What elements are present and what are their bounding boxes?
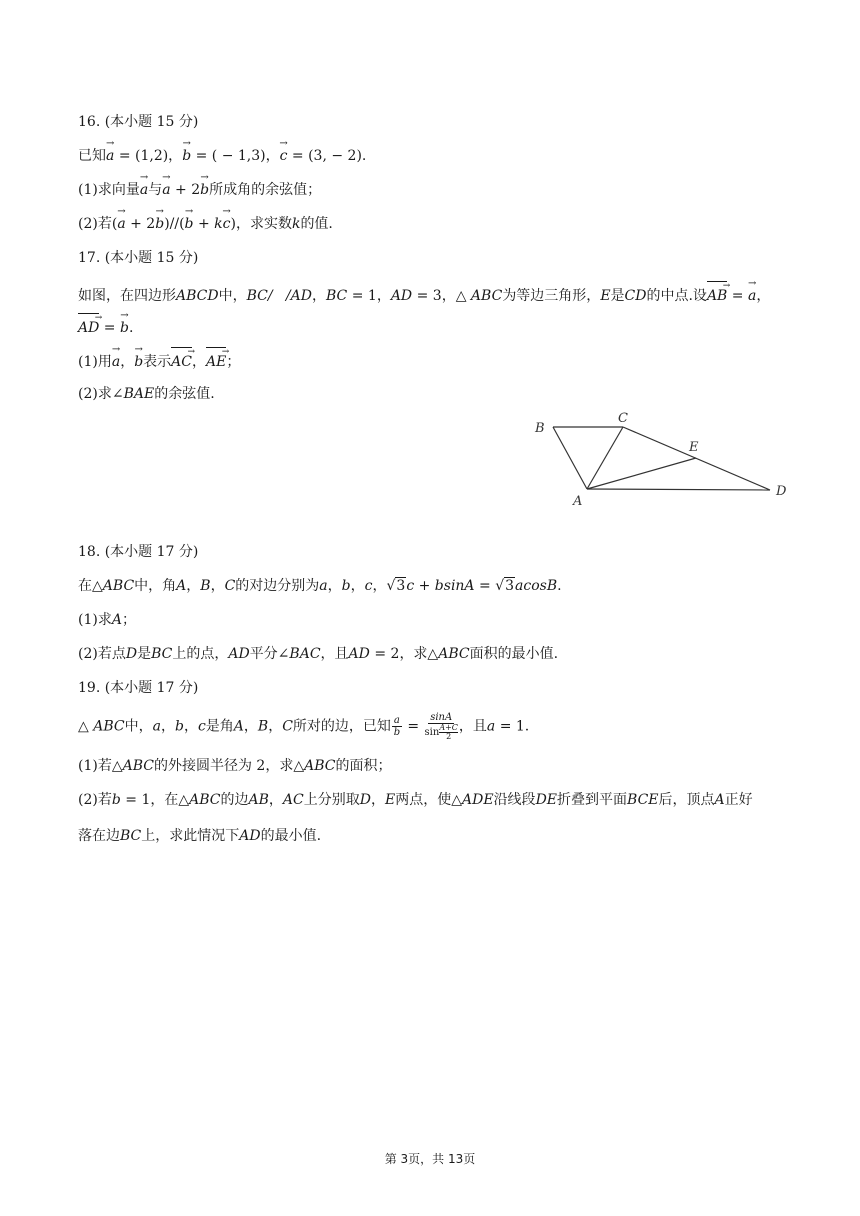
q18-header: 18. (本小题 17 分) [78, 544, 199, 560]
q16-part1: (1)求向量→ a与→ a + 2→ b所成角的余弦值； [78, 180, 321, 200]
q16-header: 16. (本小题 15 分) [78, 114, 199, 130]
q19-part2: (2)若b = 1，在△ABC的边AB，AC上分别取D，E两点，使△ADE沿线段DE折叠到平面BCE后，顶点A正好 [78, 792, 753, 808]
q19-part1: (1)若△ABC的外接圆半径为 2，求△ABC的面积； [78, 758, 392, 774]
label-A: A [573, 494, 583, 509]
edge-AE [587, 458, 696, 489]
q16-given: 已知→ a = (1,2)，→ b = ( − 1,3)，→ c = (3, − 2). [78, 146, 366, 166]
edge-BA [553, 427, 587, 489]
label-E: E [689, 440, 699, 455]
q17-part1: (1)用→ a，→ b表示AC → ，AE → ； [78, 350, 240, 372]
edge-AD [587, 489, 770, 490]
q17-part2: (2)求∠BAE的余弦值. [78, 386, 215, 402]
label-C: C [618, 411, 628, 426]
quadrilateral-figure [525, 405, 800, 515]
page-footer: 第 3页，共 13页 [384, 1152, 476, 1166]
q17-header: 17. (本小题 15 分) [78, 250, 199, 266]
label-D: D [776, 484, 787, 499]
q18-part1: (1)求A； [78, 612, 136, 628]
edge-CD [623, 427, 770, 490]
q19-part2-line2: 落在边BC上，求此情况下AD的最小值. [78, 828, 322, 844]
q19-header: 19. (本小题 17 分) [78, 680, 199, 696]
label-B: B [535, 421, 545, 436]
q18-line1: 在△ABC中，角A，B，C的对边分别为a，b，c，√3c + bsinA = √3acosB. [78, 578, 562, 594]
q17-line1: 如图，在四边形ABCD中，BC/ /AD，BC = 1，AD = 3，△ ABC为等边三角形，E是CD的中点.设AB → = → a， [78, 284, 770, 306]
q18-part2: (2)若点D是BC上的点，AD平分∠BAC，且AD = 2，求△ABC面积的最小值. [78, 646, 559, 662]
q19-line1: △ ABC中，a，b，c是角A，B，C所对的边，已知 $\frac{a}{b}$ = sinA sin $\frac{A+C}{2}$ ，且a = 1. [78, 712, 530, 741]
q16-part2: (2)若(→ a + 2→ b)//(→ b + k→ c)，求实数k的值. [78, 214, 333, 234]
q17-line2: AD → = → b. [78, 316, 133, 338]
